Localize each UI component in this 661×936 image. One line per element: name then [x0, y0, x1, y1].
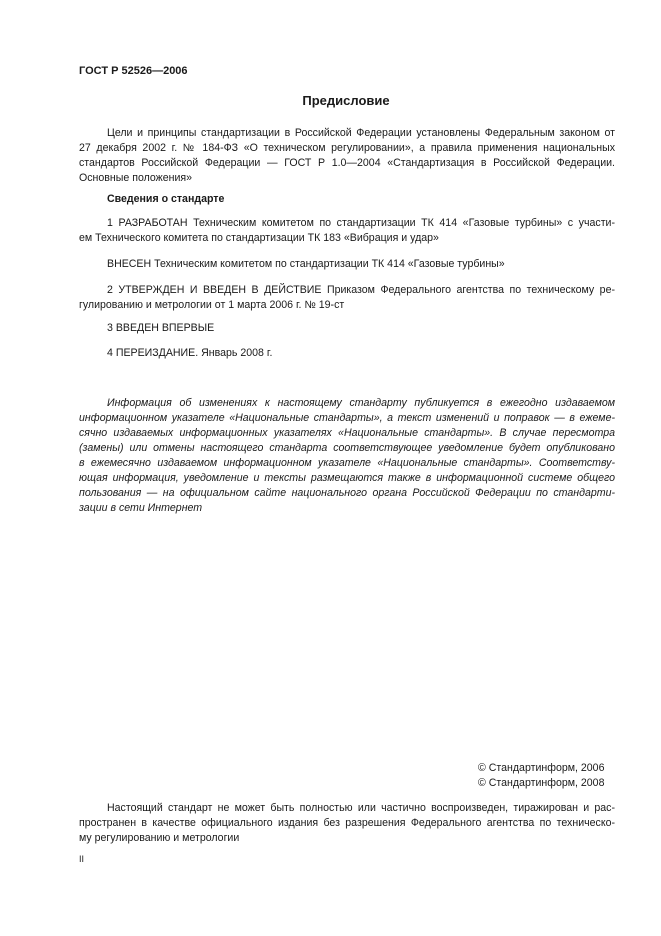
copyright-line: © Стандартинформ, 2008	[478, 777, 605, 789]
item-2-line: гулированию и метрологии от 1 марта 2006 г. № 19-ст	[79, 299, 345, 311]
notice-line: в ежемесячно издаваемом информационном указателе «Национальные стандарты». Соответству-	[79, 457, 615, 469]
rights-notice	[79, 801, 615, 846]
page-number: II	[79, 854, 85, 864]
notice-line: (замены) или отмены настоящего стандарта соответствующее уведомление будет опубликовано	[79, 442, 615, 454]
info-heading: Сведения о стандарте	[107, 193, 225, 205]
item-1-line: ем Технического комитета по стандартизации ТК 183 «Вибрация и удар»	[79, 232, 439, 244]
notice-line: сячно издаваемых информационных указателях «Национальные стандарты». В случае пересмотра	[79, 427, 615, 439]
notice-line: пользования — на официальном сайте национального органа Российской Федерации по стандарти-	[79, 487, 615, 499]
rights-line: пространен в качестве официального издания без разрешения Федерального агентства по техническо-	[79, 817, 615, 829]
item-2	[79, 283, 615, 313]
item-1-line: 1 РАЗРАБОТАН Техническим комитетом по стандартизации ТК 414 «Газовые турбины» с участи-	[107, 217, 615, 229]
item-2-line: 2 УТВЕРЖДЕН И ВВЕДЕН В ДЕЙСТВИЕ Приказом Федерального агентства по техническому ре-	[107, 284, 615, 296]
intro-line: стандартов Российской Федерации — ГОСТ Р 1.0—2004 «Стандартизация в Российской Федерации.	[79, 157, 615, 169]
change-notice	[79, 396, 615, 516]
item-1	[79, 216, 615, 246]
page-title: Предисловие	[302, 93, 390, 108]
copyright-line: © Стандартинформ, 2006	[478, 762, 605, 774]
copyright-block	[478, 761, 604, 791]
introduced-by: ВНЕСЕН Техническим комитетом по стандартизации ТК 414 «Газовые турбины»	[107, 258, 505, 270]
notice-line: Информация об изменениях к настоящему стандарту публикуется в ежегодно издаваемом	[107, 397, 615, 409]
document-header-code: ГОСТ Р 52526—2006	[79, 65, 188, 77]
intro-line: Цели и принципы стандартизации в Российской Федерации установлены Федеральным законом от	[107, 127, 615, 139]
notice-line: информационном указателе «Национальные стандарты», а текст изменений и поправок — в ежеме-	[79, 412, 615, 424]
intro-line: Основные положения»	[79, 172, 193, 184]
intro-paragraph	[79, 126, 615, 186]
rights-line: Настоящий стандарт не может быть полностью или частично воспроизведен, тиражирован и рас-	[107, 802, 615, 814]
rights-line: му регулированию и метрологии	[79, 832, 240, 844]
notice-line: ющая информация, уведомление и тексты размещаются также в информационной системе общего	[79, 472, 615, 484]
intro-line: 27 декабря 2002 г. № 184-ФЗ «О техническом регулировании», а правила применения национальных	[79, 142, 615, 154]
notice-line: зации в сети Интернет	[79, 502, 203, 514]
item-4: 4 ПЕРЕИЗДАНИЕ. Январь 2008 г.	[107, 347, 273, 359]
item-3: 3 ВВЕДЕН ВПЕРВЫЕ	[107, 322, 215, 334]
